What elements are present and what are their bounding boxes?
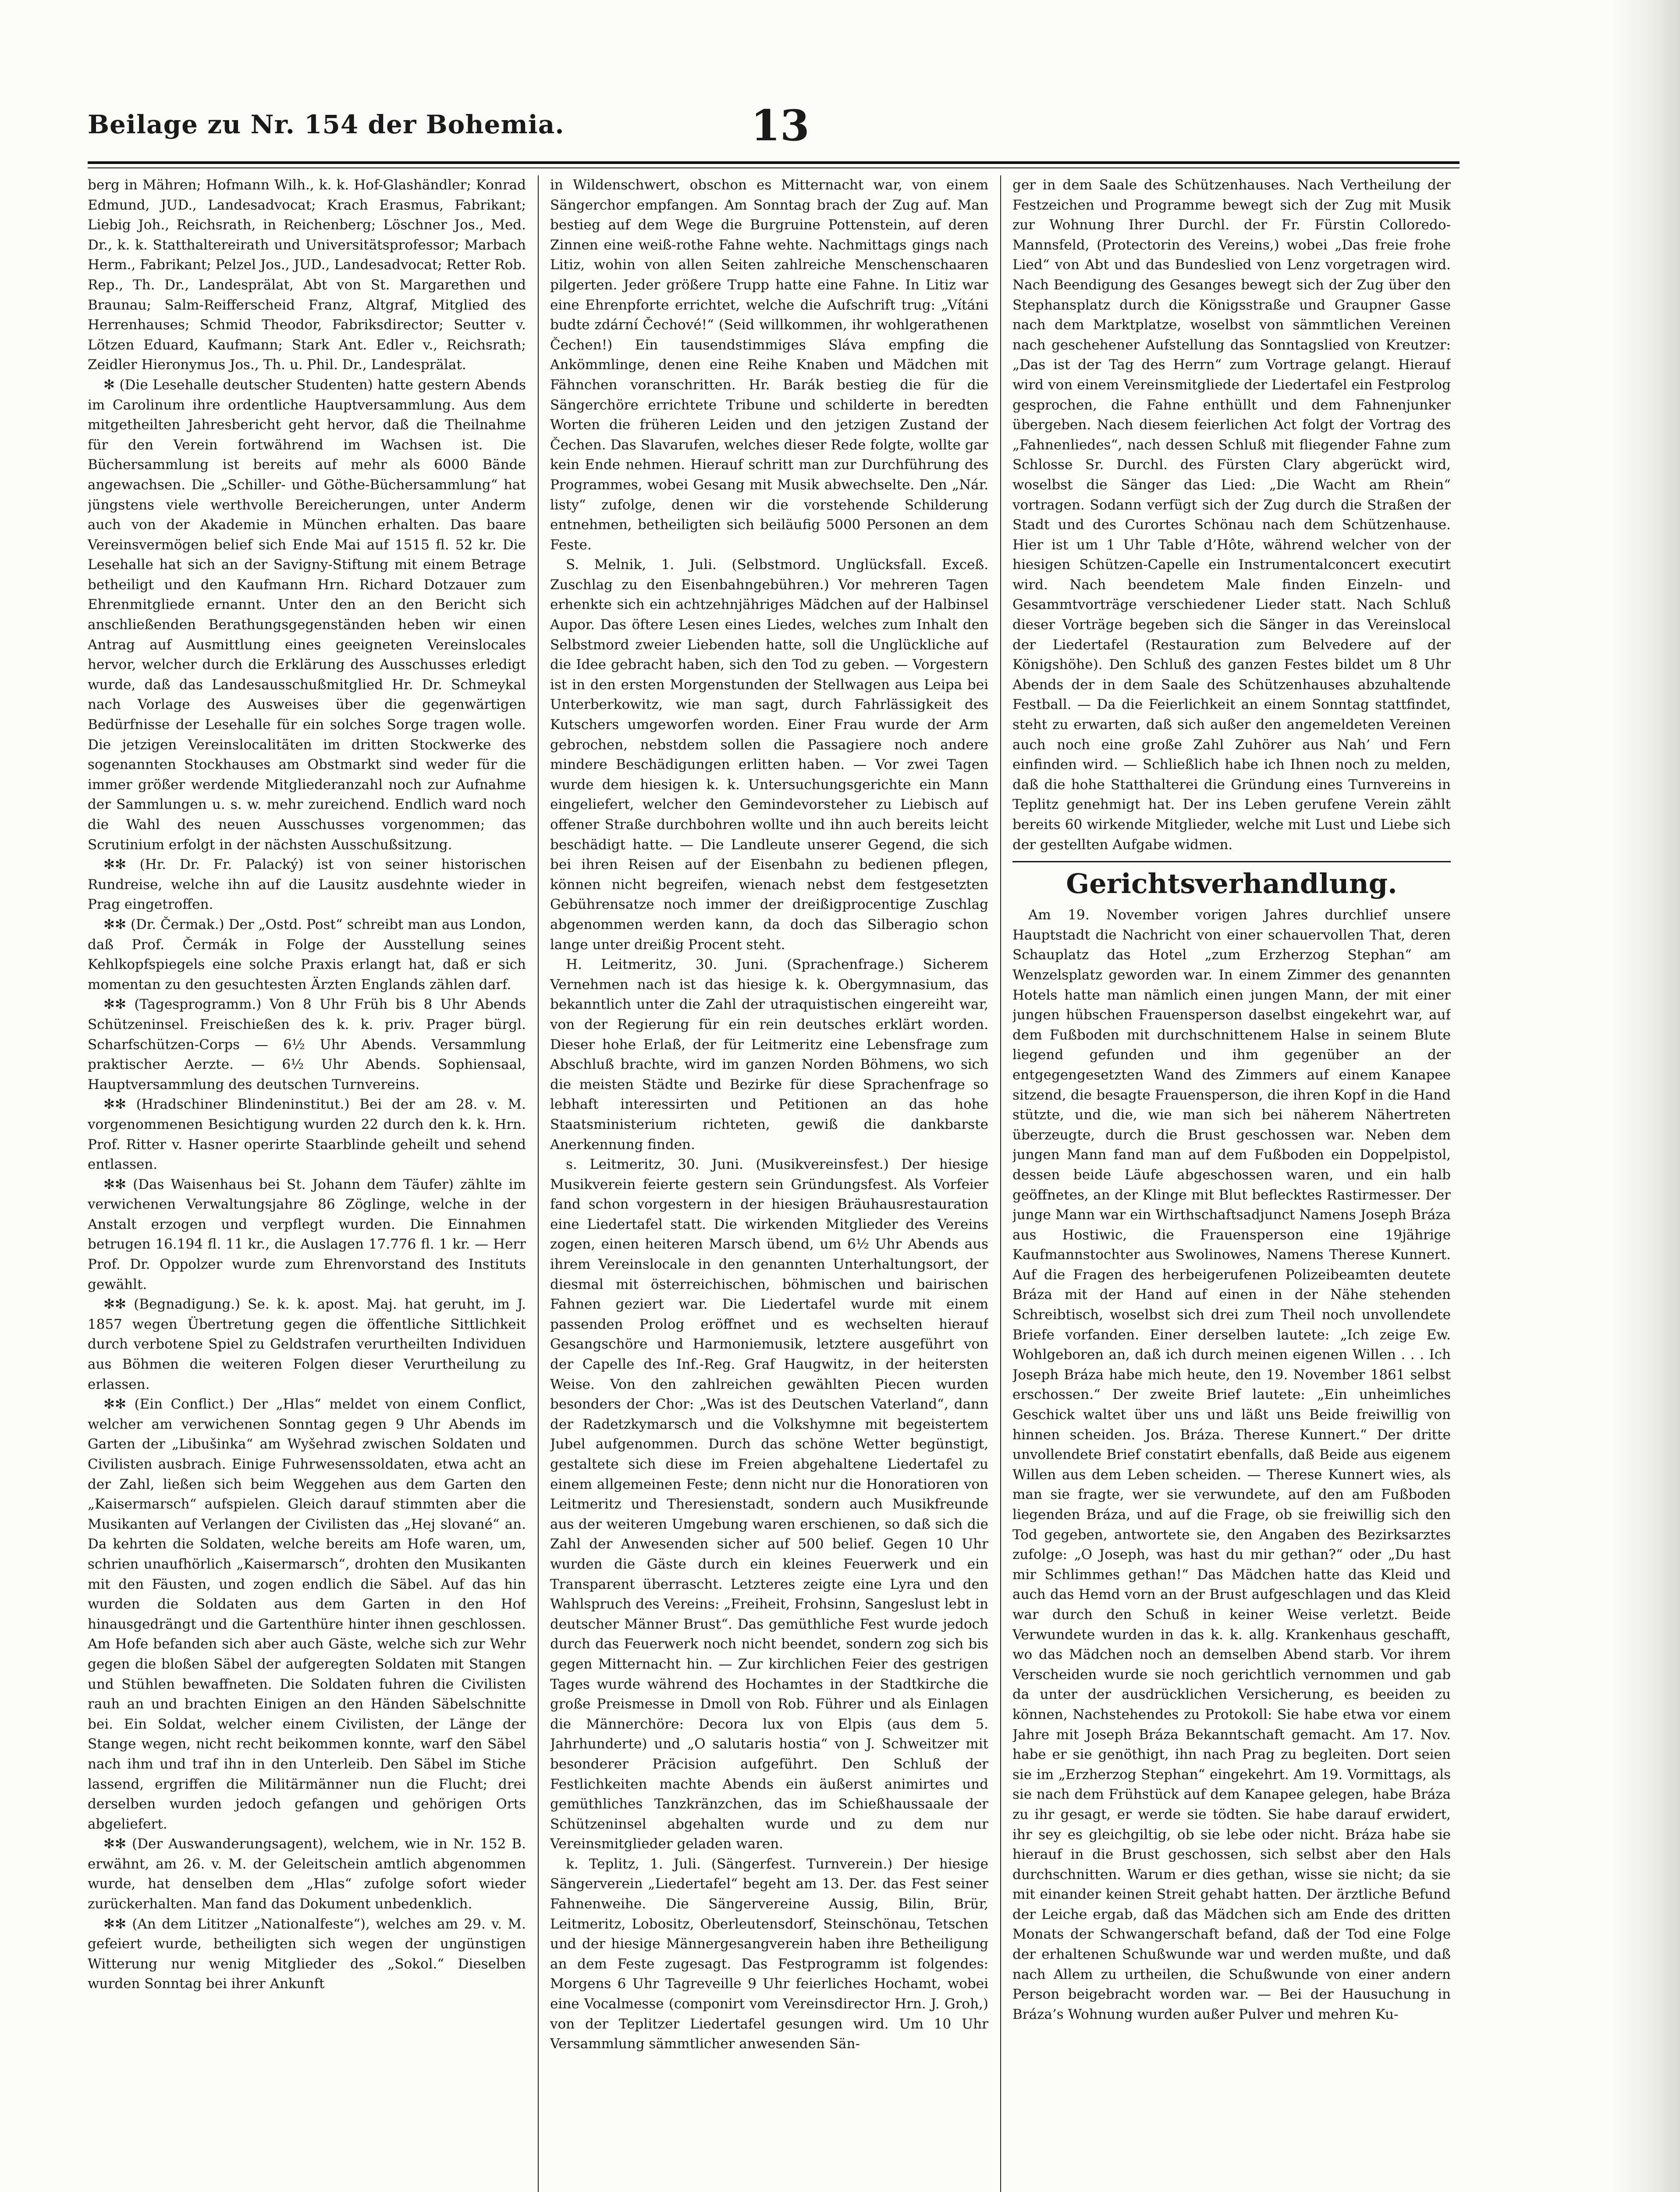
page-header	[88, 88, 1460, 158]
paragraph: ✻✻ (Das Waisenhaus bei St. Johann dem Täufer) zählte im verwichenen Verwaltungsjahre 86 Zöglinge, welche in der Anstalt erzogen und verpflegt wurden. Die Einnahmen betrugen 16.194 fl. 11 kr., die Auslagen 17.776 fl. 1 kr. — Herr Prof. Dr. Oppolzer wurde zum Ehrenvorstand des Instituts gewählt.	[88, 1176, 526, 1292]
paragraph: ✻ (Die Lesehalle deutscher Studenten) hatte gestern Abends im Carolinum ihre ordentliche Hauptversammlung. Aus dem mitgetheilten Jahresbericht geht hervor, daß die Theilnahme für den Verein fortwährend im Wachsen ist. Die Büchersammlung ist bereits auf mehr als 6000 Bände angewachsen. Die „Schiller- und Göthe-Büchersammlung“ hat jüngstens viele werthvolle Bereicherungen, unter Anderm auch von der Akademie in München erhalten. Das baare Vereinsvermögen belief sich Ende Mai auf 1515 fl. 52 kr. Die Lesehalle hat sich an der Savigny-Stiftung mit einem Betrage betheiligt und den Kaufmann Hrn. Richard Dotzauer zum Ehrenmitgliede ernannt. Unter den an den Bericht sich anschließenden Berathungsgegenständen heben wir einen Antrag auf Ausmittlung eines geeigneten Vereinslocales hervor, welcher durch die Erklärung des Ausschusses erledigt wurde, daß das Landesausschußmitglied Hr. Dr. Schmeykal nach Vorlage des Ausweises über die gegenwärtigen Bedürfnisse der Lesehalle für ein solches Sorge tragen wolle. Die jetzigen Vereinslocalitäten im dritten Stockwerke des sogenannten Stockhauses am Obstmarkt sind weder für die immer größer werdende Mitgliederanzahl noch zur Aufnahme der Sammlungen u. s. w. mehr zureichend. Endlich ward noch die Wahl des neuen Ausschusses vorgenommen; das Scrutinium erfolgt in der nächsten Ausschußsitzung.	[88, 377, 526, 853]
header-rule-thin	[88, 167, 1460, 168]
paragraph: ✻✻ (An dem Lititzer „Nationalfeste“), welches am 29. v. M. gefeiert wurde, betheiligten sich wegen der ungünstigen Witterung nur wenig Mitglieder des „Sokol.“ Dieselben wurden Sonntag bei ihrer Ankunft	[88, 1916, 526, 1992]
paragraph: ✻✻ (Tagesprogramm.) Von 8 Uhr Früh bis 8 Uhr Abends Schützeninsel. Freischießen des k. k. priv. Prager bürgl. Scharfschützen-Corps — 6½ Uhr Abends. Versammlung praktischer Aerzte. — 6½ Uhr Abends. Sophiensaal, Hauptversammlung des deutschen Turnvereins.	[88, 996, 526, 1092]
section-title: Gerichtsverhandlung.	[1012, 861, 1451, 901]
column-1	[88, 175, 526, 2192]
column-divider	[1000, 175, 1001, 2192]
paragraph: berg in Mähren; Hofmann Wilh., k. k. Hof-Glashändler; Konrad Edmund, JUD., Landesadvocat; Krach Erasmus, Fabrikant; Liebig Joh., Reichsrath, in Reichenberg; Löschner Jos., Med. Dr., k. k. Statthaltereirath und Universitätsprofessor; Marbach Herm., Fabrikant; Pelzel Jos., JUD., Landesadvocat; Retter Rob. Rep., Th. Dr., Landesprälat, Abt von St. Margarethen und Braunau; Salm-Reifferscheid Franz, Altgraf, Mitglied des Herrenhauses; Schmid Theodor, Fabriksdirector; Seutter v. Lötzen Eduard, Kaufmann; Stark Ant. Edler v., Reichsrath; Zeidler Hieronymus Jos., Th. u. Phil. Dr., Landesprälat.	[88, 177, 526, 373]
column-divider	[538, 175, 539, 2192]
column-2	[550, 175, 988, 2192]
header-rule	[88, 161, 1460, 164]
paragraph: k. Teplitz, 1. Juli. (Sängerfest. Turnverein.) Der hiesige Sängerverein „Liedertafel“ begeht am 13. Der. das Fest seiner Fahnenweihe. Die Sängervereine Aussig, Bilin, Brür, Leitmeritz, Lobositz, Oberleutensdorf, Steinschönau, Tetschen und der hiesige Männergesangverein haben ihre Betheiligung an dem Feste zugesagt. Das Festprogramm ist folgendes: Morgens 6 Uhr Tagreveille 9 Uhr feierliches Hochamt, wobei eine Vocalmesse (componirt vom Vereinsdirector Hrn. J. Groh,) von der Teplitzer Liedertafel gesungen wird. Um 10 Uhr Versammlung sämmtlicher anwesenden Sän-	[550, 1856, 988, 2052]
supplement-title: Beilage zu Nr. 154 der Bohemia.	[88, 110, 565, 139]
column-3	[1012, 175, 1451, 2192]
paragraph: S. Melnik, 1. Juli. (Selbstmord. Unglücksfall. Exceß. Zuschlag zu den Eisenbahngebühren.) Vor mehreren Tagen erhenkte sich ein achtzehnjähriges Mädchen auf der Halbinsel Aupor. Das öftere Lesen eines Liedes, welches zum Inhalt den Selbstmord zweier Liebenden hatte, soll die Unglückliche auf die Idee gebracht haben, sich den Tod zu geben. — Vorgestern ist in den ersten Morgenstunden der Stellwagen aus Leipa bei Unterberkowitz, wie man sagt, durch Fahrlässigkeit des Kutschers umgeworfen worden. Einer Frau wurde der Arm gebrochen, nebstdem sollen die Passagiere noch andere mindere Beschädigungen erlitten haben. — Vor zwei Tagen wurde dem hiesigen k. k. Untersuchungsgerichte ein Mann eingeliefert, welcher den Gemindevorsteher zu Liebisch auf offener Straße durchbohren wollte und ihn auch bereits leicht beschädigt hatte. — Die Landleute unserer Gegend, die sich bei ihren Reisen auf der Eisenbahn zu bedienen pflegen, können nicht begreifen, wienach nebst dem festgesetzten Gebührensatze noch immer der dreißigprocentige Zuschlag abgenommen werden kann, da doch das Silberagio schon lange unter dreißig Procent steht.	[550, 557, 988, 953]
page-number: 13	[751, 101, 810, 150]
paragraph: in Wildenschwert, obschon es Mitternacht war, von einem Sängerchor empfangen. Am Sonntag brach der Zug auf. Man bestieg auf dem Wege die Burgruine Pottenstein, auf deren Zinnen eine weiß-rothe Fahne wehte. Nachmittags gings nach Litiz, wohin von allen Seiten zahlreiche Menschenschaaren pilgerten. Jeder größere Trupp hatte eine Fahne. In Litiz war eine Ehrenpforte errichtet, welche die Aufschrift trug: „Vítáni budte zdární Čechové!“ (Seid willkommen, ihr wohlgerathenen Čechen!) Ein tausendstimmiges Sláva empfing die Ankömmlinge, denen eine Reihe Knaben und Mädchen mit Fähnchen voranschritten. Hr. Barák bestieg die für die Sängerchöre errichtete Tribune und schilderte in beredten Worten die früheren Leiden und den jetzigen Zustand der Čechen. Das Slavarufen, welches dieser Rede folgte, wollte gar kein Ende nehmen. Hierauf schritt man zur Durchführung des Programmes, wobei Gesang mit Musik abwechselte. Den „Nár. listy“ zufolge, denen wir die vorstehende Schilderung entnehmen, betheiligten sich beiläufig 5000 Personen an dem Feste.	[550, 177, 988, 553]
paragraph: ✻✻ (Begnadigung.) Se. k. k. apost. Maj. hat geruht, im J. 1857 wegen Übertretung gegen die öffentliche Sittlichkeit durch verbotene Spiel zu Geldstrafen verurtheilten Individuen aus Böhmen die weiteren Folgen dieser Verurtheilung zu erlassen.	[88, 1296, 526, 1392]
paragraph: s. Leitmeritz, 30. Juni. (Musikvereinsfest.) Der hiesige Musikverein feierte gestern sein Gründungsfest. Als Vorfeier fand schon vorgestern in der hiesigen Bräuhausrestauration eine Liedertafel statt. Die wirkenden Mitglieder des Vereins zogen, einen heiteren Marsch übend, um 6½ Uhr Abends aus ihrem Vereinslocale in den genannten Unterhaltungsort, der diesmal mit österreichischen, böhmischen und bairischen Fahnen geziert war. Die Liedertafel wurde mit einem passenden Prolog eröffnet und es wechselten hierauf Gesangschöre und Harmoniemusik, letztere ausgeführt von der Capelle des Inf.-Reg. Graf Haugwitz, in der heitersten Weise. Von den zahlreichen gewählten Piecen wurden besonders der Chor: „Was ist des Deutschen Vaterland“, dann der Radetzkymarsch und die Volkshymne mit begeistertem Jubel aufgenommen. Durch das schöne Wetter begünstigt, gestaltete sich diese im Freien abgehaltene Liedertafel zu einem allgemeinen Feste; denn nicht nur die Honoratioren von Leitmeritz und Theresienstadt, sondern auch Musikfreunde aus der weiteren Umgebung waren erschienen, so daß sich die Zahl der Anwesenden sicher auf 500 belief. Gegen 10 Uhr wurden die Gäste durch ein kleines Feuerwerk und ein Transparent überrascht. Letzteres zeigte eine Lyra und den Wahlspruch des Vereins: „Freiheit, Frohsinn, Sangeslust lebt in deutscher Männer Brust“. Das gemüthliche Fest wurde jedoch durch das Feuerwerk noch nicht beendet, sondern zog sich bis gegen Mitternacht hin. — Zur kirchlichen Feier des gestrigen Tages wurde während des Hochamtes in der Stadtkirche die große Preismesse in Dmoll von Rob. Führer und als Einlagen die Männerchöre: Decora lux von Elpis (aus dem 5. Jahrhunderte) und „O salutaris hostia“ von J. Schweitzer mit besonderer Präcision aufgeführt. Den Schluß der Festlichkeiten machte Abends ein äußerst animirtes und gemüthliches Tanzkränzchen, das im Schießhaussaale der Schützeninsel abgehalten wurde und zu dem nur Vereinsmitglieder geladen waren.	[550, 1156, 988, 1852]
paragraph: Am 19. November vorigen Jahres durchlief unsere Hauptstadt die Nachricht von einer schauervollen That, deren Schauplatz das Hotel „zum Erzherzog Stephan“ am Wenzelsplatz geworden war. In einem Zimmer des genannten Hotels hatte man nämlich einen jungen Mann, der mit einer jungen hübschen Frauensperson daselbst eingekehrt war, auf dem Fußboden mit durchschnittenem Halse in seinem Blute liegend gefunden und ihm gegenüber an der entgegengesetzten Wand des Zimmers auf einem Kanapee sitzend, die besagte Frauensperson, die ihren Kopf in die Hand stützte, und die, wie man sich bei näherem Nähertreten überzeugte, durch die Brust geschossen war. Neben dem jungen Mann fand man auf dem Fußboden ein Doppelpistol, dessen beide Läufe abgeschossen waren, und ein halb geöffnetes, an der Klinge mit Blut beflecktes Rastirmesser. Der junge Mann war ein Wirthschaftsadjunct Namens Joseph Bráza aus Hostiwic, die Frauensperson eine 19jährige Kaufmannstochter aus Swolinowes, Namens Therese Kunnert. Auf die Fragen des herbeigerufenen Polizeibeamten deutete Bráza mit der Hand auf einen in der Nähe stehenden Schreibtisch, woselbst sich drei zum Theil noch unvollendete Briefe vorfanden. Einer derselben lautete: „Ich zeige Ew. Wohlgeboren an, daß ich durch meinen eigenen Willen . . . Ich Joseph Bráza habe mich heute, den 19. November 1861 selbst erschossen.“ Der zweite Brief lautete: „Ein unheimliches Geschick waltet über uns und läßt uns Beide freiwillig von hinnen scheiden. Jos. Bráza. Therese Kunnert.“ Der dritte unvollendete Brief constatirt ebenfalls, daß Beide aus eigenem Willen aus dem Leben scheiden. — Therese Kunnert wies, als man sie fragte, wer sie verwundete, auf den am Fußboden liegenden Bráza, und auf die Frage, ob sie freiwillig sich den Tod gegeben, antwortete sie, den Angaben des Bezirksarztes zufolge: „O Joseph, was hast du mir gethan?“ oder „Du hast mir Schlimmes gethan!“ Das Mädchen hatte das Kleid und auch das Hemd vorn an der Brust aufgeschlagen und das Kleid war durch den Schuß in keiner Weise verletzt. Beide Verwundete wurden in das k. k. allg. Krankenhaus geschafft, wo das Mädchen noch an demselben Abend starb. Vor ihrem Verscheiden wurde sie noch gerichtlich vernommen und gab da unter der ausdrücklichen Versicherung, es beeiden zu können, Nachstehendes zu Protokoll: Sie habe etwa vor einem Jahre mit Joseph Bráza Bekanntschaft gemacht. Am 17. Nov. habe er sie genöthigt, ihn nach Prag zu begleiten. Dort seien sie im „Erzherzog Stephan“ eingekehrt. Am 19. Vormittags, als sie nach dem Frühstück auf dem Kanapee gelegen, habe Bráza zu ihr gesagt, er werde sie tödten. Sie habe darauf erwidert, ihr sey es gleichgiltig, ob sie lebe oder nicht. Bráza habe sie hierauf in die Brust geschossen, sich selbst aber den Hals durchschnitten. Warum er dies gethan, wisse sie nicht; da sie mit einander keinen Streit gehabt hatten. Der ärztliche Befund der Leiche ergab, daß das Mädchen sich am Ende des dritten Monats der Schwangerschaft befand, daß der Tod eine Folge der erhaltenen Schußwunde war und werden mußte, und daß nach Allem zu urtheilen, die Schußwunde von einer andern Person beigebracht worden war. — Bei der Hausuchung in Bráza’s Wohnung wurden außer Pulver und mehren Ku-	[1012, 907, 1451, 2022]
page-edge-shadow	[1614, 0, 1680, 2192]
paragraph: H. Leitmeritz, 30. Juni. (Sprachenfrage.) Sicherem Vernehmen nach ist das hiesige k. k. Obergymnasium, das bekanntlich unter die Zahl der utraquistischen eingereiht war, von der Regierung für ein rein deutsches erklärt worden. Dieser hohe Erlaß, der für Leitmeritz eine Lebensfrage zum Abschluß brachte, wird im ganzen Norden Böhmens, wo sich die meisten Städte und Bezirke für diese Sprachenfrage so lebhaft interessirten und Petitionen an das hohe Staatsministerium richteten, gewiß die dankbarste Anerkennung finden.	[550, 957, 988, 1153]
paragraph: ✻✻ (Ein Conflict.) Der „Hlas“ meldet von einem Conflict, welcher am verwichenen Sonntag gegen 9 Uhr Abends im Garten der „Libušinka“ am Wyšehrad zwischen Soldaten und Civilisten ausbrach. Einige Fuhrwesenssoldaten, etwa acht an der Zahl, ließen sich beim Weggehen aus dem Garten den „Kaisermarsch“ aufspielen. Gleich darauf stimmten aber die Musikanten auf Verlangen der Civilisten das „Hej slované“ an. Da kehrten die Soldaten, welche bereits am Hofe waren, um, schrien unaufhörlich „Kaisermarsch“, drohten den Musikanten mit den Fäusten, und zogen endlich die Säbel. Auf das hin wurden die Soldaten aus dem Garten in den Hof hinausgedrängt und die Gartenthüre hinter ihnen geschlossen. Am Hofe befanden sich aber auch Gäste, welche sich zur Wehr gegen die bloßen Säbel der aufgeregten Soldaten mit Stangen und Stühlen bewaffneten. Die Soldaten fuhren die Civilisten rauh an und brachten Einigen an den Händen Säbelschnitte bei. Ein Soldat, welcher einem Civilisten, der Länge der Stange wegen, nicht recht beikommen konnte, warf den Säbel nach ihm und traf ihn in den Unterleib. Den Säbel im Stiche lassend, ergriffen die Militärmänner nun die Flucht; drei derselben wurden jedoch gefangen und gehörigen Orts abgeliefert.	[88, 1396, 526, 1832]
paragraph: ✻✻ (Dr. Čermak.) Der „Ostd. Post“ schreibt man aus London, daß Prof. Čermák in Folge der Ausstellung seines Kehlkopfspiegels eine solche Praxis erlangt hat, daß er sich momentan zu den gesuchtesten Ärzten Englands zählen darf.	[88, 916, 526, 993]
paragraph: ✻✻ (Hradschiner Blindeninstitut.) Bei der am 28. v. M. vorgenommenen Besichtigung wurden 22 durch den k. k. Hrn. Prof. Ritter v. Hasner operirte Staarblinde geheilt und sehend entlassen.	[88, 1096, 526, 1173]
paragraph: ger in dem Saale des Schützenhauses. Nach Vertheilung der Festzeichen und Programme bewegt sich der Zug mit Musik zur Wohnung Ihrer Durchl. der Fr. Fürstin Colloredo-Mannsfeld, (Protectorin des Vereins,) wobei „Das freie frohe Lied“ von Abt und das Bundeslied von Lenz vorgetragen wird. Nach Beendigung des Gesanges bewegt sich der Zug über den Stephansplatz durch die Königsstraße und Graupner Gasse nach dem Marktplatze, woselbst von sämmtlichen Vereinen nach geschehener Aufstellung das Sonntagslied von Kreutzer: „Das ist der Tag des Herrn“ zum Vortrage gelangt. Hierauf wird von einem Vereinsmitgliede der Liedertafel ein Festprolog gesprochen, die Fahne enthüllt und dem Fahnenjunker übergeben. Nach diesem feierlichen Act folgt der Vortrag des „Fahnenliedes“, nach dessen Schluß mit fliegender Fahne zum Schlosse Sr. Durchl. des Fürsten Clary abgerückt wird, woselbst die Sänger das Lied: „Die Wacht am Rhein“ vortragen. Sodann verfügt sich der Zug durch die Straßen der Stadt und des Curortes Schönau nach dem Schützenhause. Hier ist um 1 Uhr Table d’Hôte, während welcher von der hiesigen Schützen-Capelle ein Instrumentalconcert executirt wird. Nach beendetem Male finden Einzeln- und Gesammtvorträge verschiedener Lieder statt. Nach Schluß dieser Vorträge begeben sich die Sänger in das Vereinslocal der Liedertafel (Restauration zum Belvedere auf der Königshöhe). Den Schluß des ganzen Festes bildet um 8 Uhr Abends der in dem Saale des Schützenhauses abzuhaltende Festball. — Da die Feierlichkeit an einem Sonntag stattfindet, steht zu erwarten, daß sich außer den angemeldeten Vereinen auch noch eine große Zahl Zuhörer aus Nah’ und Fern einfinden wird. — Schließlich habe ich Ihnen noch zu melden, daß die hohe Statthalterei die Gründung eines Turnvereins in Teplitz genehmigt hat. Der ins Leben gerufene Verein zählt bereits 60 wirkende Mitglieder, welche mit Lust und Liebe sich der gestellten Aufgabe widmen.	[1012, 177, 1451, 853]
paragraph: ✻✻ (Der Auswanderungsagent), welchem, wie in Nr. 152 B. erwähnt, am 26. v. M. der Geleitschein amtlich abgenommen wurde, hat denselben dem „Hlas“ zufolge sofort wieder zurückerhalten. Man fand das Dokument unbedenklich.	[88, 1836, 526, 1912]
paragraph: ✻✻ (Hr. Dr. Fr. Palacký) ist von seiner historischen Rundreise, welche ihn auf die Lausitz ausdehnte wieder in Prag eingetroffen.	[88, 857, 526, 913]
